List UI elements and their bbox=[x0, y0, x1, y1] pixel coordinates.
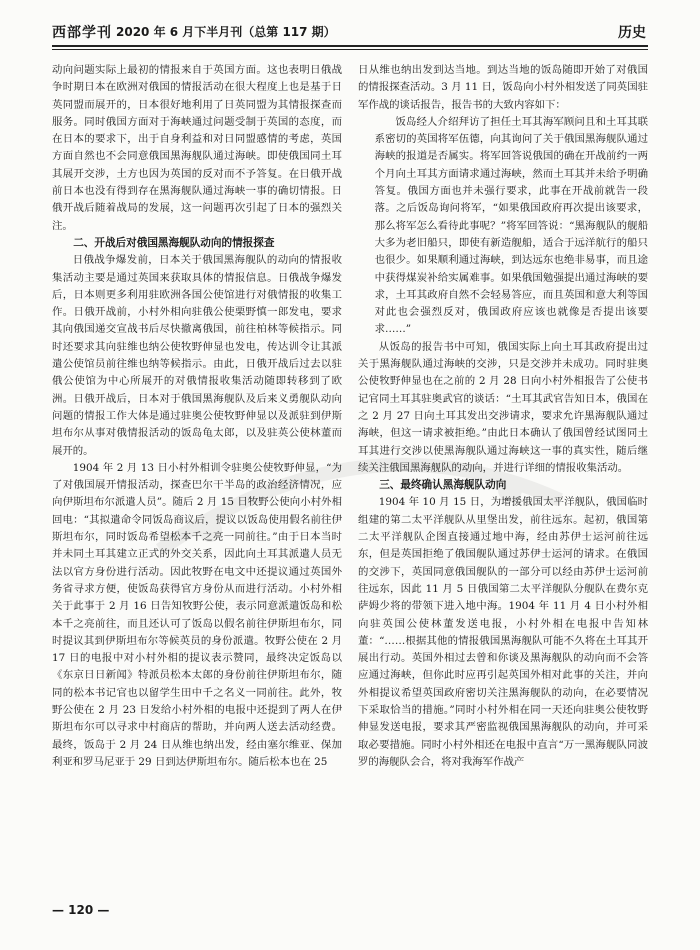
paragraph: 日从维也纳出发到达当地。到达当地的饭岛随即开始了对俄国的情报探查活动。3 月 11 日，饭岛向小村外相发送了同英国驻军作战的谈话报告，报告书的大致内容如下： bbox=[358, 64, 648, 111]
section-heading: 二、开战后对俄国黑海舰队动向的情报探查 bbox=[73, 236, 275, 249]
paragraph: 动向问题实际上最初的情报来自于英国方面。这也表明日俄战争时期日本在欧洲对俄国的情报活动在很大程度上也是基于日英同盟而展开的，日本很好地利用了日英同盟为其情报探查而服务。同时俄国方面对于海峡通过问题受制于英国的态度，而在日本的要求下，出于自身利益和对日同盟感情的考虑，英国方面自然也不会同意俄国黑海舰队通过海峡。即使俄国同土耳其展开交涉，土方也因为英国的反对而不予答复。在日俄开战前日本也没有得到存在黑海舰队通过海峡一事的确切情报。日俄开战后随着战局的发展，这一问题再次引起了日本的强烈关注。 bbox=[52, 64, 342, 232]
block-quote: 饭岛经人介绍拜访了担任土耳其海军顾问且和土耳其联系密切的英国将军伍德，向其询问了关于俄国黑海舰队通过海峡的报道是否属实。将军回答说俄国的确在开战前约一两个月向土耳其方面请求通过海峡，然而土耳其并未给予明确答复。俄国方面也并未强行要求，此事在开战前就告一段落。之后饭岛询问将军，“如果俄国政府再次提出该要求，那么将军怎么看待此事呢？”将军回答说：“黑海舰队的舰船大多为老旧船只，即使有新造舰船，适合于远洋航行的船只也很少。如果顺利通过海峡，到达远东也绝非易事，而且途中获得煤炭补给实属难事。如果俄国勉强提出通过海峡的要求，土耳其政府自然不会轻易答应，而且英国和意大利等国对此也会强烈反对，俄国政府应该也就像是否提出该要求……” bbox=[374, 115, 648, 336]
left-column bbox=[52, 62, 342, 882]
section-heading: 三、最终确认黑海舰队动向 bbox=[379, 479, 507, 492]
paragraph: 从饭岛的报告书中可知，俄国实际上向土耳其政府提出过关于黑海舰队通过海峡的交涉，只是交涉并未成功。同时驻奥公使牧野伸显也在之前的 2 月 28 日向小村外相报告了公使书记官同土耳其驻奥武官的谈话：“土耳其武官告知日本，俄国在之 2 月 27 日向土耳其发出交涉请求，要求允许黑海舰队通过海峡，但这一请求被拒绝。”由此日本确认了俄国曾经试图同土耳其进行交涉以使黑海舰队通过海峡这一事的真实性，随后继续关注俄国黑海舰队的动向，并进行详细的情报收集活动。 bbox=[358, 340, 648, 474]
right-column bbox=[358, 62, 648, 882]
paragraph: 1904 年 10 月 15 日，为增援俄国太平洋舰队，俄国临时组建的第二太平洋舰队从里堡出发，前往远东。起初，俄国第二太平洋舰队企图直接通过地中海，经由苏伊士运河前往远东，但是英国拒绝了俄国舰队通过苏伊士运河的请求。在俄国的交涉下，英国同意俄国舰队的一部分可以经由苏伊士运河前往远东，因此 11 月 5 日俄国第二太平洋舰队分舰队在费尔克萨姆少将的带领下进入地中海。1904 年 11 月 4 日小村外相向驻英国公使林董发送电报，小村外相在电报中告知林董：“……根据其他的情报俄国黑海舰队可能不久将在土耳其开展出行动。英国外相过去曾和你谈及黑海舰队的动向而不会答应通过海峡，但你此时应再引起英国外相对此事的关注，并向外相提议希望英国政府密切关注黑海舰队的动向，在必要情况下采取恰当的措施。”同时小村外相在同一天还向驻奥公使牧野伸显发送电报，要求其严密监视俄国黑海舰队的动向，并可采取必要措施。同时小村外相还在电报中直言“万一黑海舰队同波罗的海舰队会合，将对我海军作战产 bbox=[358, 496, 648, 768]
header-rule-thick bbox=[52, 45, 648, 47]
section-category: 历史 bbox=[618, 25, 646, 41]
issue-info: 2020 年 6 月下半月刊（总第 117 期） bbox=[116, 25, 336, 39]
page-number: — 120 — bbox=[52, 903, 110, 917]
header-rule-thin bbox=[52, 49, 648, 50]
paragraph: 日俄战争爆发前，日本关于俄国黑海舰队的动向的情报收集活动主要是通过英国来获取具体的情报信息。日俄战争爆发后，日本则更多利用驻欧洲各国公使馆进行对俄情报的收集工作。日俄开战前，小村外相向驻俄公使栗野慎一郎发电，要求其向俄国递交宣战书后尽快撤离俄国，前往柏林等候指示。同时还要求其向驻维也纳公使牧野伸显也发电，传达训令让其派遣公使馆员前往维也纳等候指示。由此，日俄开战后过去以驻俄公使馆为中心所展开的对俄情报收集活动随即转移到了欧洲。日俄开战后，日本对于俄国黑海舰队及后来义勇舰队动向问题的情报工作大体是通过驻奥公使牧野伸显以及派驻到伊斯坦布尔从事对俄情报活动的饭岛龟太郎，以及驻英公使林董而展开的。 bbox=[52, 254, 342, 457]
journal-brand: 西部学刊 bbox=[52, 25, 112, 41]
running-header bbox=[52, 20, 648, 44]
paragraph: 1904 年 2 月 13 日小村外相训令驻奥公使牧野伸显，“为了对俄国展开情报活动，探查巴尔干半岛的政治经济情况，应向伊斯坦布尔派遣人员”。随后 2 月 15 日牧野公使向小村外相回电：“其拟遣命令同饭岛商议后，提议以饭岛使用假名前往伊斯坦布尔，同时饭岛希望松本千之亮一同前往。”由于日本当时并未同土耳其建立正式的外交关系，因此向土耳其派遣人员无法以官方身份进行活动。因此牧野在电文中还提议通过英国外务省寻求方便，使饭岛获得官方身份从而进行活动。小村外相关于此事于 2 月 16 日告知牧野公使，表示同意派遣饭岛和松本千之亮前往，而且还认可了饭岛以假名前往伊斯坦布尔，同时提议其到伊斯坦布尔等候英员的身份派遣。牧野公使在 2 月 17 日的电报中对小村外相的提议表示赞同，最终决定饭岛以《东京日日新闻》特派员松本太郎的身份前往伊斯坦布尔，随同的松本书记官也以留学生田中千之名义一同前往。此外，牧野公使在 2 月 23 日发给小村外相的电报中还提到了两人在伊斯坦布尔可以寻求中村商店的帮助，并向两人送去活动经费。最终，饭岛于 2 月 24 日从维也纳出发，经由塞尔维亚、保加利亚和罗马尼亚于 29 日到达伊斯坦布尔。随后松本也在 25 bbox=[52, 461, 342, 768]
